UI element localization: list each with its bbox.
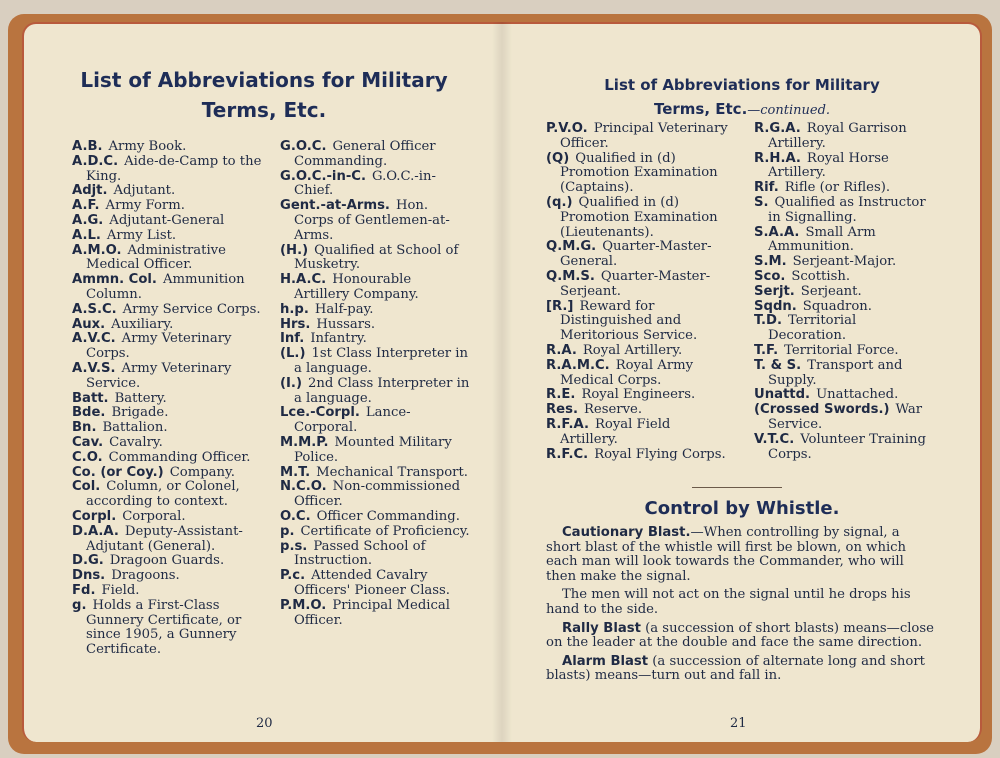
abbreviation-meaning: G.O.C.-in-Chief. xyxy=(294,168,436,199)
abbreviation-entry xyxy=(72,332,262,362)
right-column-2 xyxy=(754,122,938,462)
abbreviation-meaning: Qualified at School of Musketry. xyxy=(294,242,459,273)
abbreviation-entry xyxy=(72,155,262,185)
abbreviation-meaning: War Service. xyxy=(768,402,923,432)
left-page xyxy=(22,22,502,742)
abbreviation-entry xyxy=(280,480,470,510)
abbreviation-term: p. xyxy=(280,523,295,539)
abbreviation-meaning: Corporal. xyxy=(122,508,186,524)
abbreviation-term: C.O. xyxy=(72,449,103,465)
right-title-continued: —continued. xyxy=(747,103,831,118)
abbreviation-term: Ammn. Col. xyxy=(72,272,157,288)
abbreviation-entry xyxy=(280,273,470,303)
abbreviation-term: Col. xyxy=(72,479,101,495)
abbreviation-term: H.A.C. xyxy=(280,272,327,288)
abbreviation-term: Batt. xyxy=(72,390,109,406)
abbreviation-meaning: Squadron. xyxy=(802,298,872,314)
abbreviation-entry xyxy=(754,181,938,196)
abbreviation-term: A.F. xyxy=(72,198,100,214)
abbreviation-entry xyxy=(280,347,470,377)
abbreviation-entry xyxy=(72,303,262,318)
whistle-paragraph xyxy=(546,655,934,684)
abbreviation-entry xyxy=(72,480,262,510)
abbreviation-entry xyxy=(72,436,262,451)
abbreviation-meaning: Territorial Force. xyxy=(784,342,899,358)
abbreviation-meaning: Auxiliary. xyxy=(111,316,174,332)
abbreviation-meaning: Principal Medical Officer. xyxy=(294,597,450,628)
abbreviation-entry xyxy=(754,300,938,315)
abbreviation-entry xyxy=(546,403,730,418)
abbreviation-term: M.T. xyxy=(280,464,311,480)
abbreviation-meaning: Infantry. xyxy=(310,331,367,347)
abbreviation-entry xyxy=(280,540,470,570)
abbreviation-meaning: Company. xyxy=(169,464,235,480)
right-title-line2 xyxy=(532,100,952,118)
abbreviation-entry xyxy=(280,377,470,407)
abbreviation-meaning: Unattached. xyxy=(816,387,899,403)
abbreviation-meaning: Ammunition Column. xyxy=(86,272,245,302)
abbreviation-meaning: General Officer Commanding. xyxy=(294,139,436,169)
paragraph-lead: Cautionary Blast. xyxy=(562,525,691,540)
abbreviation-term: Sqdn. xyxy=(754,298,797,314)
abbreviation-entry xyxy=(72,525,262,555)
abbreviation-entry xyxy=(72,362,262,392)
abbreviation-meaning: Royal Engineers. xyxy=(581,387,696,403)
abbreviation-meaning: Hussars. xyxy=(316,316,376,332)
abbreviation-term: A.G. xyxy=(72,212,104,228)
abbreviation-meaning: Battery. xyxy=(114,390,167,406)
abbreviation-term: (q.) xyxy=(546,194,573,210)
abbreviation-meaning: Royal Flying Corps. xyxy=(594,446,726,462)
abbreviation-meaning: Certificate of Proficiency. xyxy=(300,523,470,539)
abbreviation-term: (I.) xyxy=(280,375,302,391)
abbreviation-meaning: Army Veterinary Service. xyxy=(86,360,232,391)
abbreviation-term: Gent.-at-Arms. xyxy=(280,198,390,214)
abbreviation-term: P.M.O. xyxy=(280,597,327,613)
abbreviation-meaning: Quarter-Master-Serjeant. xyxy=(560,268,711,299)
abbreviation-meaning: Deputy-Assistant-Adjutant (General). xyxy=(86,523,243,554)
abbreviation-entry xyxy=(754,196,938,226)
abbreviation-meaning: Honourable Artillery Company. xyxy=(294,272,419,302)
abbreviation-entry xyxy=(546,448,730,463)
abbreviation-entry xyxy=(754,152,938,182)
abbreviation-entry xyxy=(754,359,938,389)
abbreviation-entry xyxy=(72,510,262,525)
abbreviation-entry xyxy=(754,388,938,403)
abbreviation-entry xyxy=(754,226,938,256)
paragraph-text: (a succession of alternate long and short blasts) means—turn out and fall in. xyxy=(546,653,925,684)
abbreviation-meaning: Royal Field Artillery. xyxy=(560,416,671,447)
abbreviation-entry xyxy=(72,599,262,658)
abbreviation-entry xyxy=(280,466,470,481)
abbreviation-term: Dns. xyxy=(72,568,106,584)
abbreviation-entry xyxy=(72,184,262,199)
abbreviation-meaning: Territorial Decoration. xyxy=(768,313,857,344)
abbreviation-entry xyxy=(280,303,470,318)
abbreviation-entry xyxy=(72,229,262,244)
abbreviation-entry xyxy=(72,392,262,407)
abbreviation-meaning: Army Veterinary Corps. xyxy=(86,331,232,362)
abbreviation-meaning: Field. xyxy=(101,582,140,598)
abbreviation-entry xyxy=(546,300,730,344)
abbreviation-meaning: Brigade. xyxy=(111,405,169,421)
abbreviation-meaning: Battalion. xyxy=(102,420,168,436)
section-divider xyxy=(692,487,782,488)
abbreviation-entry xyxy=(280,244,470,274)
abbreviation-term: S.M. xyxy=(754,254,787,270)
abbreviation-meaning: Reward for Distinguished and Meritorious Service. xyxy=(560,298,698,344)
abbreviation-meaning: Scottish. xyxy=(791,268,851,284)
abbreviation-entry xyxy=(546,196,730,240)
abbreviation-term: T. & S. xyxy=(754,357,802,373)
paragraph-lead: Rally Blast xyxy=(562,620,641,636)
abbreviation-meaning: Passed School of Instruction. xyxy=(294,538,426,569)
page-number-right: 21 xyxy=(730,716,747,731)
abbreviation-meaning: Qualified as Instructor in Signalling. xyxy=(768,194,926,225)
abbreviation-entry xyxy=(754,403,938,433)
abbreviation-entry xyxy=(546,344,730,359)
abbreviation-term: G.O.C.-in-C. xyxy=(280,168,366,184)
abbreviation-meaning: Mounted Military Police. xyxy=(294,434,452,465)
abbreviation-term: R.A. xyxy=(546,342,577,358)
abbreviation-term: Aux. xyxy=(72,316,106,332)
abbreviation-term: Q.M.G. xyxy=(546,239,597,255)
left-column-1 xyxy=(72,140,262,658)
abbreviation-term: g. xyxy=(72,597,87,613)
abbreviation-term: A.V.C. xyxy=(72,331,116,347)
abbreviation-meaning: Quarter-Master-General. xyxy=(560,239,712,270)
abbreviation-term: S.A.A. xyxy=(754,224,800,240)
abbreviation-entry xyxy=(754,255,938,270)
abbreviation-meaning: Qualified in (d) Promotion Examination (Captains). xyxy=(560,150,718,196)
abbreviation-meaning: Serjeant. xyxy=(800,283,862,299)
abbreviation-term: R.F.C. xyxy=(546,446,589,462)
abbreviation-term: Co. (or Coy.) xyxy=(72,464,164,480)
paragraph-lead: Alarm Blast xyxy=(562,653,649,669)
abbreviation-meaning: Column, or Colonel, according to context. xyxy=(86,479,240,510)
abbreviation-entry xyxy=(754,285,938,300)
abbreviation-term: (Q) xyxy=(546,150,570,166)
abbreviation-meaning: Army Service Corps. xyxy=(122,301,261,317)
abbreviation-meaning: Attended Cavalry Officers' Pioneer Class. xyxy=(294,568,451,598)
abbreviation-meaning: Volunteer Training Corps. xyxy=(768,431,926,462)
abbreviation-meaning: Lance-Corporal. xyxy=(294,405,411,436)
abbreviation-entry xyxy=(280,199,470,243)
abbreviation-entry xyxy=(280,436,470,466)
abbreviation-meaning: Serjeant-Major. xyxy=(792,254,897,270)
whistle-paragraph xyxy=(546,588,934,617)
abbreviation-entry xyxy=(754,344,938,359)
abbreviation-meaning: Administrative Medical Officer. xyxy=(86,242,226,273)
abbreviation-entry xyxy=(72,318,262,333)
abbreviation-term: R.G.A. xyxy=(754,121,801,136)
abbreviation-meaning: Dragoon Guards. xyxy=(109,553,225,569)
abbreviation-meaning: Dragoons. xyxy=(111,568,180,584)
abbreviation-term: P.c. xyxy=(280,568,306,584)
abbreviation-meaning: Holds a First-Class Gunnery Certificate, or since 1905, a Gunnery Certificate. xyxy=(86,597,242,658)
abbreviation-term: Hrs. xyxy=(280,316,311,332)
abbreviation-meaning: Qualified in (d) Promotion Examination (Lieutenants). xyxy=(560,194,718,240)
abbreviation-entry xyxy=(72,466,262,481)
paragraph-text: The men will not act on the signal until he drops his hand to the side. xyxy=(546,587,911,617)
abbreviation-entry xyxy=(72,569,262,584)
abbreviation-term: Sco. xyxy=(754,268,786,284)
abbreviation-term: S. xyxy=(754,194,769,210)
abbreviation-term: Serjt. xyxy=(754,283,795,299)
abbreviation-term: h.p. xyxy=(280,301,309,317)
whistle-paragraph xyxy=(546,526,934,584)
abbreviation-entry xyxy=(72,421,262,436)
right-title-text: Terms, Etc. xyxy=(653,100,748,118)
abbreviation-entry xyxy=(546,359,730,389)
abbreviation-meaning: Officer Commanding. xyxy=(316,508,460,524)
abbreviation-term: D.G. xyxy=(72,553,104,569)
abbreviation-term: A.D.C. xyxy=(72,153,119,169)
abbreviation-term: Lce.-Corpl. xyxy=(280,405,360,421)
abbreviation-entry xyxy=(72,214,262,229)
abbreviation-term: Q.M.S. xyxy=(546,268,595,284)
right-title-line1: List of Abbreviations for Military xyxy=(604,76,880,94)
abbreviation-meaning: Non-commissioned Officer. xyxy=(294,479,461,510)
abbreviation-term: R.F.A. xyxy=(546,416,589,432)
abbreviation-entry xyxy=(72,273,262,303)
abbreviation-meaning: Royal Horse Artillery. xyxy=(768,150,889,181)
abbreviation-term: N.C.O. xyxy=(280,479,327,495)
abbreviation-term: Fd. xyxy=(72,582,96,598)
abbreviation-meaning: Adjutant. xyxy=(113,183,176,199)
abbreviation-term: R.H.A. xyxy=(754,150,801,166)
section-title: Control by Whistle. xyxy=(644,498,840,519)
abbreviation-entry xyxy=(280,318,470,333)
abbreviation-meaning: Royal Army Medical Corps. xyxy=(560,357,694,388)
abbreviation-entry xyxy=(280,569,470,599)
abbreviation-term: M.M.P. xyxy=(280,434,329,450)
abbreviation-entry xyxy=(72,554,262,569)
abbreviation-term: O.C. xyxy=(280,508,311,524)
abbreviation-entry xyxy=(72,406,262,421)
abbreviation-entry xyxy=(72,140,262,155)
abbreviation-entry xyxy=(72,244,262,274)
abbreviation-term: R.E. xyxy=(546,387,576,403)
left-title-line2: Terms, Etc. xyxy=(201,98,327,122)
abbreviation-entry xyxy=(754,433,938,463)
abbreviation-meaning: Aide-de-Camp to the King. xyxy=(86,153,262,184)
abbreviation-meaning: Commanding Officer. xyxy=(108,449,251,465)
abbreviation-entry xyxy=(754,314,938,344)
abbreviation-entry xyxy=(546,122,730,152)
abbreviation-meaning: Small Arm Ammunition. xyxy=(768,224,876,255)
abbreviation-meaning: Principal Veterinary Officer. xyxy=(560,121,728,151)
right-column-1 xyxy=(546,122,730,462)
abbreviation-term: A.V.S. xyxy=(72,360,116,376)
abbreviation-meaning: Royal Artillery. xyxy=(582,342,683,358)
abbreviation-entry xyxy=(546,418,730,448)
abbreviation-term: R.A.M.C. xyxy=(546,357,610,373)
abbreviation-entry xyxy=(72,584,262,599)
abbreviation-entry xyxy=(546,240,730,270)
abbreviation-term: A.S.C. xyxy=(72,301,117,317)
abbreviation-meaning: 2nd Class Interpreter in a language. xyxy=(294,375,470,406)
abbreviation-term: Inf. xyxy=(280,331,305,347)
abbreviation-term: Adjt. xyxy=(72,183,108,199)
abbreviation-term: P.V.O. xyxy=(546,121,588,136)
abbreviation-entry xyxy=(754,270,938,285)
abbreviation-term: Res. xyxy=(546,402,578,418)
abbreviation-meaning: Transport and Supply. xyxy=(768,357,903,388)
abbreviation-term: (Crossed Swords.) xyxy=(754,402,890,418)
abbreviation-term: T.F. xyxy=(754,342,779,358)
abbreviation-term: V.T.C. xyxy=(754,431,795,447)
right-page xyxy=(502,22,982,742)
left-title-line1: List of Abbreviations for Military xyxy=(80,68,448,92)
book-gutter xyxy=(492,22,512,742)
abbreviation-entry xyxy=(546,388,730,403)
abbreviation-entry xyxy=(546,270,730,300)
abbreviation-entry xyxy=(72,199,262,214)
whistle-paragraph xyxy=(546,622,934,651)
abbreviation-term: Bn. xyxy=(72,420,97,436)
abbreviation-meaning: Half-pay. xyxy=(314,301,374,317)
abbreviation-term: D.A.A. xyxy=(72,523,119,539)
paragraph-text: (a succession of short blasts) means—close on the leader at the double and face the same direction. xyxy=(546,620,934,651)
abbreviation-meaning: Army Form. xyxy=(105,198,185,214)
abbreviation-entry xyxy=(280,332,470,347)
whistle-paragraphs xyxy=(546,526,934,688)
abbreviation-term: G.O.C. xyxy=(280,139,327,154)
abbreviation-meaning: Cavalry. xyxy=(109,434,163,450)
abbreviation-term: (H.) xyxy=(280,242,309,258)
abbreviation-entry xyxy=(280,599,470,629)
abbreviation-term: Unattd. xyxy=(754,387,811,403)
abbreviation-meaning: 1st Class Interpreter in a language. xyxy=(294,346,468,376)
abbreviation-entry xyxy=(280,140,470,170)
abbreviation-meaning: Royal Garrison Artillery. xyxy=(768,121,907,151)
abbreviation-meaning: Adjutant-General xyxy=(109,212,225,228)
paragraph-text: —When controlling by signal, a short blast of the whistle will first be blown, on which each man will look towards the Commander, who will then make the signal. xyxy=(546,525,907,584)
abbreviation-entry xyxy=(754,122,938,152)
abbreviation-entry xyxy=(280,525,470,540)
abbreviation-entry xyxy=(546,152,730,196)
abbreviation-entry xyxy=(72,451,262,466)
abbreviation-term: T.D. xyxy=(754,313,782,329)
abbreviation-meaning: Rifle (or Rifles). xyxy=(784,180,891,196)
abbreviation-term: Corpl. xyxy=(72,508,117,524)
abbreviation-entry xyxy=(280,406,470,436)
abbreviation-term: p.s. xyxy=(280,538,308,554)
abbreviation-term: Rif. xyxy=(754,180,779,196)
abbreviation-meaning: Army List. xyxy=(106,227,177,243)
abbreviation-meaning: Mechanical Transport. xyxy=(316,464,468,480)
abbreviation-term: A.L. xyxy=(72,227,101,243)
page-number-left: 20 xyxy=(256,716,273,731)
abbreviation-meaning: Reserve. xyxy=(583,402,643,418)
abbreviation-meaning: Hon. Corps of Gentlemen-at-Arms. xyxy=(294,198,450,243)
abbreviation-term: Cav. xyxy=(72,434,104,450)
abbreviation-term: A.M.O. xyxy=(72,242,122,258)
abbreviation-term: Bde. xyxy=(72,405,106,421)
abbreviation-meaning: Army Book. xyxy=(108,139,187,154)
abbreviation-entry xyxy=(280,510,470,525)
abbreviation-entry xyxy=(280,170,470,200)
abbreviation-term: [R.] xyxy=(546,298,574,314)
abbreviation-term: (L.) xyxy=(280,346,306,362)
abbreviation-term: A.B. xyxy=(72,139,103,154)
left-column-2 xyxy=(280,140,470,628)
